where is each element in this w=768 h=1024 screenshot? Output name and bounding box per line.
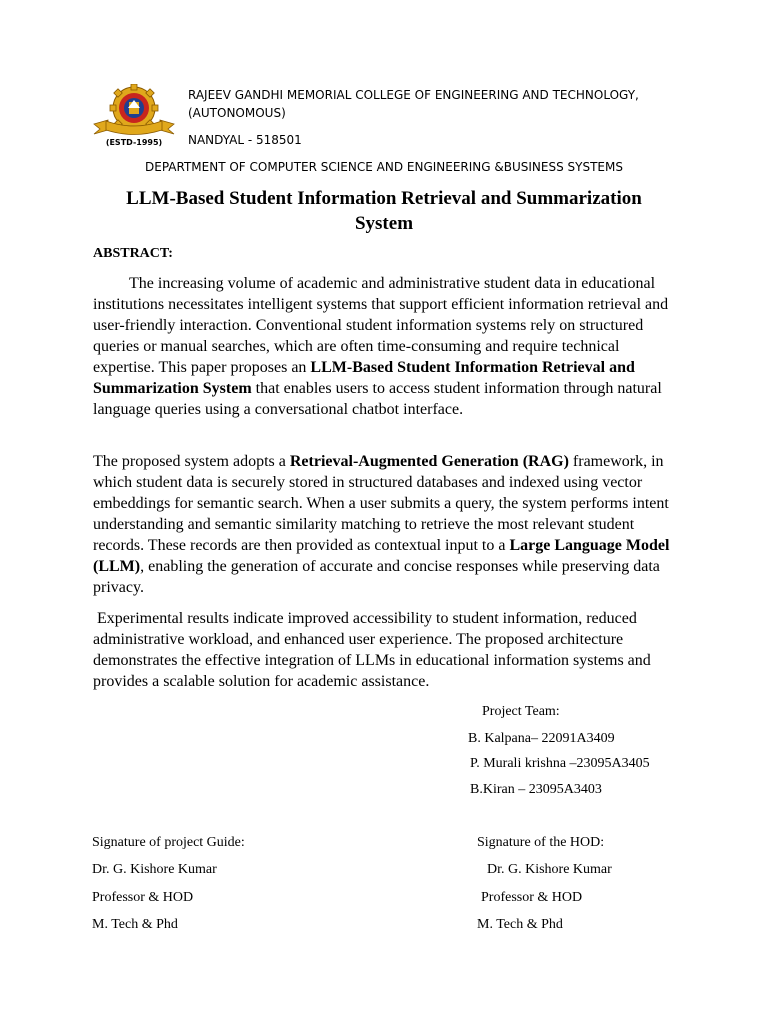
- team-member: B.Kiran – 23095A3403: [470, 782, 602, 797]
- para1-text-a: The increasing volume of academic and administrative student data in educational institutions necessitates intelligent systems that support efficient information retrieval and user-friendly interaction. Conventional student information systems rely on structured queries or manual searches, which are often time-consuming and require technical expertise. This paper proposes an: [93, 275, 669, 376]
- hod-designation: Professor & HOD: [481, 890, 583, 905]
- para2-text-a: The proposed system adopts a: [93, 453, 290, 470]
- college-name-line2: (AUTONOMOUS): [188, 106, 286, 120]
- para1-bold-title: LLM-Based Student Information Retrieval and Summarization System: [93, 359, 635, 397]
- college-city: NANDYAL - 518501: [188, 133, 302, 147]
- department-name: DEPARTMENT OF COMPUTER SCIENCE AND ENGINEERING &BUSINESS SYSTEMS: [145, 160, 623, 174]
- abstract-paragraph-1: [93, 273, 679, 420]
- document-title: LLM-Based Student Information Retrieval and Summarization System: [126, 188, 642, 234]
- college-logo: [92, 84, 176, 148]
- hod-name: Dr. G. Kishore Kumar: [487, 862, 612, 877]
- college-name-line1: RAJEEV GANDHI MEMORIAL COLLEGE OF ENGINEERING AND TECHNOLOGY,: [188, 88, 639, 102]
- project-team-heading: Project Team:: [482, 704, 560, 719]
- guide-signature-label: Signature of project Guide:: [92, 835, 245, 850]
- guide-degree: M. Tech & Phd: [92, 917, 178, 932]
- logo-estd-text: (ESTD-1995): [105, 138, 163, 147]
- hod-degree: M. Tech & Phd: [477, 917, 563, 932]
- abstract-paragraph-3: Experimental results indicate improved accessibility to student information, reduced administrative workload, and enhanced user experience. The proposed architecture demonstrates the effective integration of LLMs in educational information systems and provides a scalable solution for academic assistance.: [93, 610, 655, 690]
- abstract-heading: ABSTRACT:: [93, 246, 173, 261]
- hod-signature-label: Signature of the HOD:: [477, 835, 605, 850]
- abstract-paragraph-2: [93, 451, 679, 598]
- team-member: P. Murali krishna –23095A3405: [470, 756, 650, 771]
- para2-text-e: , enabling the generation of accurate and concise responses while preserving data privacy.: [93, 558, 660, 596]
- guide-designation: Professor & HOD: [92, 890, 194, 905]
- team-member: B. Kalpana– 22091A3409: [468, 731, 615, 746]
- para1-text-c: that enables users to access student information through natural language queries using a conversational chatbot interface.: [93, 380, 662, 418]
- para2-text-c: framework, in which student data is securely stored in structured databases and indexed using vector embeddings for semantic search. When a user submits a query, the system performs intent understanding and semantic similarity matching to retrieve the most relevant student records. These records are then provided as contextual input to a: [93, 453, 669, 554]
- para2-bold-rag: Retrieval-Augmented Generation (RAG): [289, 453, 569, 470]
- guide-name: Dr. G. Kishore Kumar: [92, 862, 217, 877]
- para2-bold-llm: Large Language Model (LLM): [93, 537, 670, 575]
